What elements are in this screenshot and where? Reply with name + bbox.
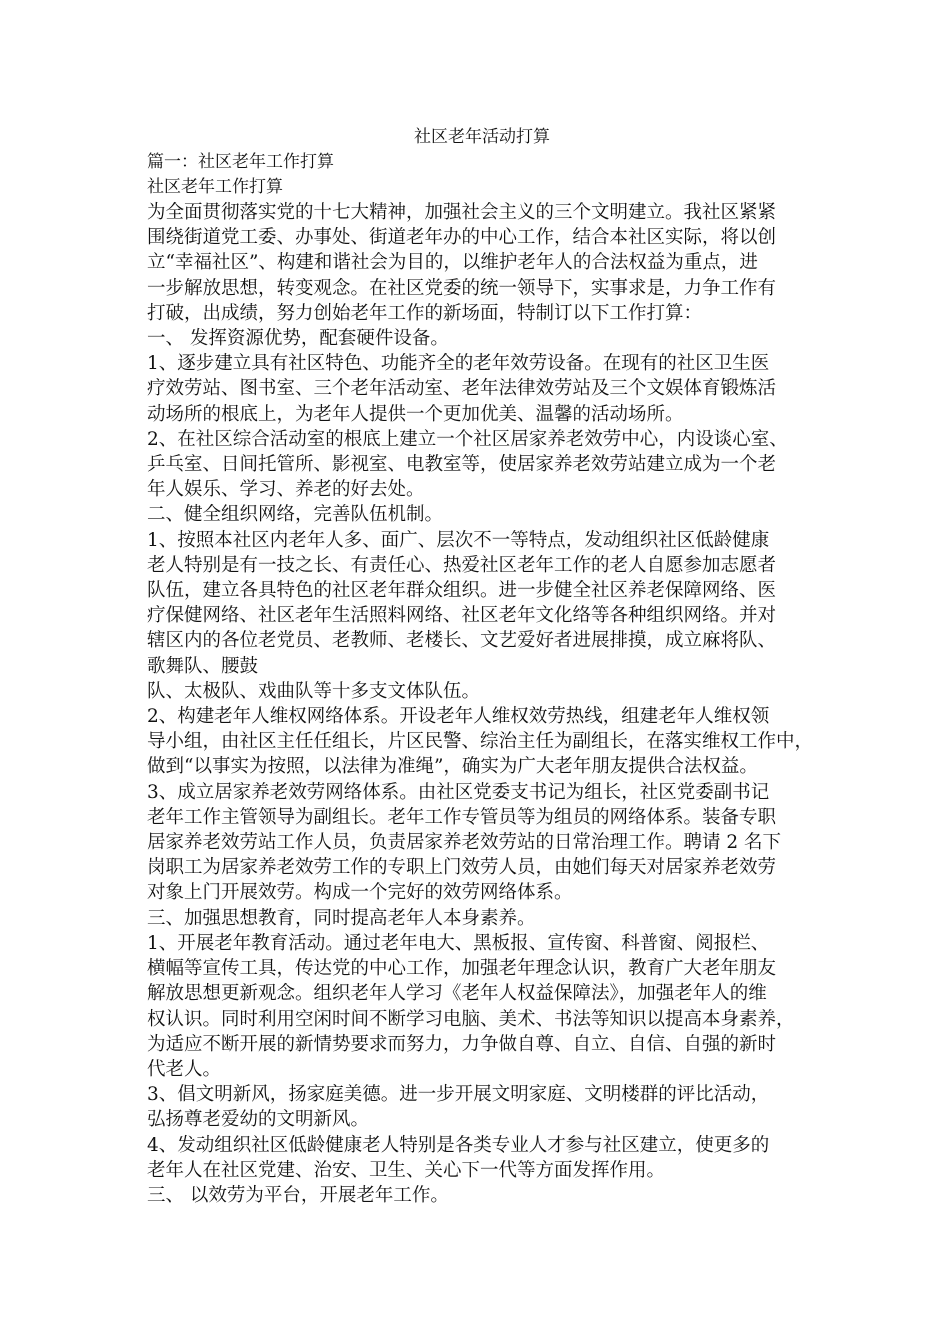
text-line: 为全面贯彻落实党的十七大精神，加强社会主义的三个文明建立。我社区紧紧 — [147, 202, 777, 223]
text-line: 围绕街道党工委、办事处、街道老年办的中心工作，结合本社区实际，将以创 — [147, 227, 777, 249]
text-line: 岗职工为居家养老效劳工作的专职上门效劳人员，由她们每天对居家养老效劳 — [147, 857, 777, 879]
document-body — [147, 124, 817, 1208]
text-line: 乒乓室、日间托管所、影视室、电教室等，使居家养老效劳站建立成为一个老 — [147, 454, 777, 476]
text-line: 为适应不断开展的新情势要求而努力，力争做自尊、自立、自信、自强的新时 — [147, 1033, 777, 1055]
text-line: 立“幸福社区”、构建和谐社会为目的，以维护老年人的合法权益为重点，进 — [147, 252, 758, 274]
text-line: 疗效劳站、图书室、三个老年活动室、老年法律效劳站及三个文娱体育锻炼活 — [147, 378, 777, 400]
section-heading: 篇一：社区老年工作打算 — [147, 152, 334, 172]
text-line: 三、 以效劳为平台，开展老年工作。 — [147, 1184, 449, 1206]
text-line: 3、成立居家养老效劳网络体系。由社区党委支书记为组长，社区党委副书记 — [147, 781, 770, 803]
text-line: 代老人。 — [147, 1058, 222, 1080]
text-line: 队、太极队、戏曲队等十多支文体队伍。 — [147, 680, 481, 702]
text-line: 动场所的根底上，为老年人提供一个更加优美、温馨的活动场所。 — [147, 403, 684, 425]
text-line: 4、发动组织社区低龄健康老人特别是各类专业人才参与社区建立，使更多的 — [147, 1134, 770, 1156]
text-line: 老人特别是有一技之长、有责任心、热爱社区老年工作的老人自愿参加志愿者 — [147, 554, 777, 576]
text-line: 做到“以事实为按照，以法律为准绳”，确实为广大老年朋友提供合法权益。 — [147, 756, 758, 778]
text-line: 队伍，建立各具特色的社区老年群众组织。进一步健全社区养老保障网络、医 — [147, 580, 777, 602]
text-line: 年人娱乐、学习、养老的好去处。 — [147, 479, 425, 501]
body-text — [147, 200, 817, 1208]
text-line: 疗保健网络、社区老年生活照料网络、社区老年文化络等各种组织网络。并对 — [147, 605, 777, 627]
text-line: 三、加强思想教育，同时提高老年人本身素养。 — [147, 907, 536, 929]
text-line: 2、在社区综合活动室的根底上建立一个社区居家养老效劳中心，内设谈心室、 — [147, 428, 788, 450]
text-line: 老年工作主管领导为副组长。老年工作专管员等为组员的网络体系。装备专职 — [147, 806, 777, 828]
text-line: 二、健全组织网络，完善队伍机制。 — [147, 504, 444, 526]
text-line: 对象上门开展效劳。构成一个完好的效劳网络体系。 — [147, 882, 573, 904]
text-line: 一步解放思想，转变观念。在社区党委的统一领导下，实事求是，力争工作有 — [147, 277, 777, 299]
text-line: 1、逐步建立具有社区特色、功能齐全的老年效劳设备。在现有的社区卫生医 — [147, 353, 770, 375]
text-line: 横幅等宣传工具，传达党的中心工作，加强老年理念认识，教育广大老年朋友 — [147, 958, 777, 980]
text-line: 1、按照本社区内老年人多、面广、层次不一等特点，发动组织社区低龄健康 — [147, 529, 770, 551]
document-title: 社区老年活动打算 — [414, 127, 550, 147]
text-line: 权认识。同时利用空闲时间不断学习电脑、美术、书法等知识以提高本身素养， — [147, 1008, 795, 1030]
text-line: 一、 发挥资源优势，配套硬件设备。 — [147, 328, 449, 350]
text-line: 1、开展老年教育活动。通过老年电大、黑板报、宣传窗、科普窗、阅报栏、 — [147, 932, 770, 954]
text-line: 2、构建老年人维权网络体系。开设老年人维权效劳热线，组建老年人维权领 — [147, 706, 770, 728]
text-line: 导小组，由社区主任任组长，片区民警、综治主任为副组长，在落实维权工作中， — [147, 731, 814, 753]
sub-heading: 社区老年工作打算 — [147, 177, 283, 197]
text-line: 老年人在社区党建、治安、卫生、关心下一代等方面发挥作用。 — [147, 1159, 666, 1181]
text-line: 居家养老效劳站工作人员，负责居家养老效劳站的日常治理工作。聘请 2 名下 — [147, 832, 782, 854]
text-line: 打破，出成绩，努力创始老年工作的新场面，特制订以下工作打算： — [147, 302, 703, 324]
text-line: 辖区内的各位老党员、老教师、老楼长、文艺爱好者进展排摸，成立麻将队、 — [147, 630, 777, 652]
text-line: 弘扬尊老爱幼的文明新风。 — [147, 1109, 370, 1131]
text-line: 解放思想更新观念。组织老年人学习《老年人权益保障法》，加强老年人的维 — [147, 983, 767, 1005]
text-line: 3、倡文明新风，扬家庭美德。进一步开展文明家庭、文明楼群的评比活动， — [147, 1084, 770, 1106]
text-line: 歌舞队、腰鼓 — [147, 655, 259, 677]
